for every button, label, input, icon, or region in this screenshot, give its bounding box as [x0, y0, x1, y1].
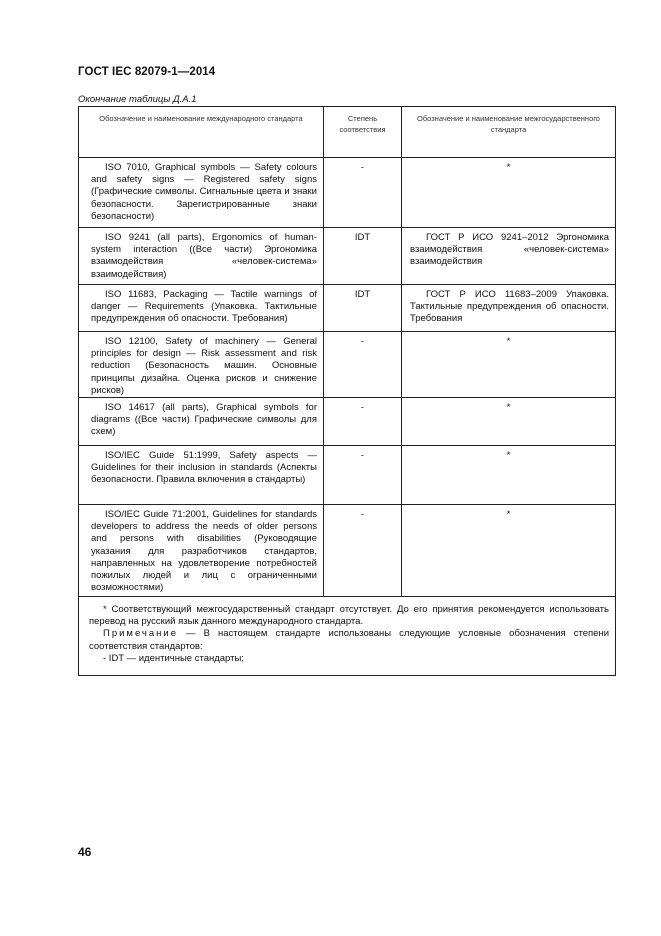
header-international-standard: Обозначение и наименование международного стандарта [79, 107, 324, 158]
degree-cell: - [324, 158, 402, 228]
table-row [79, 332, 616, 398]
interstate-standard-cell: ГОСТ Р ИСО 11683–2009 Упаковка. Тактильные предупреждения об опасности. Требования [402, 285, 616, 332]
table-row [79, 446, 616, 505]
table-row [79, 285, 616, 332]
table-note [79, 597, 616, 676]
document-header: ГОСТ IEC 82079-1—2014 [78, 66, 216, 78]
international-standard-cell: ISO/IEC Guide 71:2001, Guidelines for standards developers to address the needs of older persons and persons with disabilities (Руководящие указания для разработчиков стандартов, направленных на удовлетворение потребностей пожилых людей и лиц с ограниченными возможностями) [79, 505, 324, 597]
header-degree-of-compliance: Степень соответствия [324, 107, 402, 158]
international-standard-cell: ISO 11683, Packaging — Tactile warnings of danger — Requirements (Упаковка. Тактильные предупреждения об опасности. Требования) [79, 285, 324, 332]
international-standard-cell: ISO/IEC Guide 51:1999, Safety aspects — Guidelines for their inclusion in standards (Аспекты безопасности. Правила включения в стандарты) [79, 446, 324, 505]
interstate-standard-cell: * [402, 446, 616, 505]
degree-cell: IDT [324, 285, 402, 332]
note-footnote: * Соответствующий межгосударственный стандарт отсутствует. До его принятия рекомендуется использовать перевод на русский язык данного международного стандарта. [89, 604, 609, 628]
interstate-standard-cell: * [402, 332, 616, 398]
table-row [79, 505, 616, 597]
table-caption: Окончание таблицы Д.А.1 [78, 94, 197, 105]
table-header-row [79, 107, 616, 158]
degree-cell: - [324, 332, 402, 398]
degree-cell: - [324, 398, 402, 446]
table-note-row [79, 597, 616, 676]
interstate-standard-cell: * [402, 398, 616, 446]
note-paragraph [89, 628, 609, 652]
table-row [79, 158, 616, 228]
note-text: — В настоящем стандарте использованы следующие условные обозначения степени соответствия стандартов: [89, 628, 609, 652]
degree-cell: - [324, 505, 402, 597]
degree-cell: IDT [324, 228, 402, 285]
table-row [79, 398, 616, 446]
page-number: 46 [78, 845, 92, 859]
degree-cell: - [324, 446, 402, 505]
note-idt-definition: - IDT — идентичные стандарты; [103, 652, 244, 664]
international-standard-cell: ISO 14617 (all parts), Graphical symbols for diagrams ((Все части) Графические символы для схем) [79, 398, 324, 446]
international-standard-cell: ISO 9241 (all parts), Ergonomics of human-system interaction ((Все части) Эргономика взаимодействия «человек-система» взаимодействия) [79, 228, 324, 285]
interstate-standard-cell: * [402, 158, 616, 228]
header-interstate-standard: Обозначение и наименование межгосударственного стандарта [402, 107, 616, 158]
interstate-standard-cell: * [402, 505, 616, 597]
interstate-standard-cell: ГОСТ Р ИСО 9241–2012 Эргономика взаимодействия «человек-система» взаимодействия [402, 228, 616, 285]
international-standard-cell: ISO 7010, Graphical symbols — Safety colours and safety signs — Registered safety signs (Графические символы. Сигнальные цвета и знаки безопасности. Зарегистрированные знаки безопасности) [79, 158, 324, 228]
table-row [79, 228, 616, 285]
international-standard-cell: ISO 12100, Safety of machinery — General principles for design — Risk assessment and risk reduction (Безопасность машин. Основные принципы дизайна. Оценка рисков и снижение рисков) [79, 332, 324, 398]
standards-table [78, 106, 616, 676]
note-prefix: Примечание [103, 628, 178, 640]
